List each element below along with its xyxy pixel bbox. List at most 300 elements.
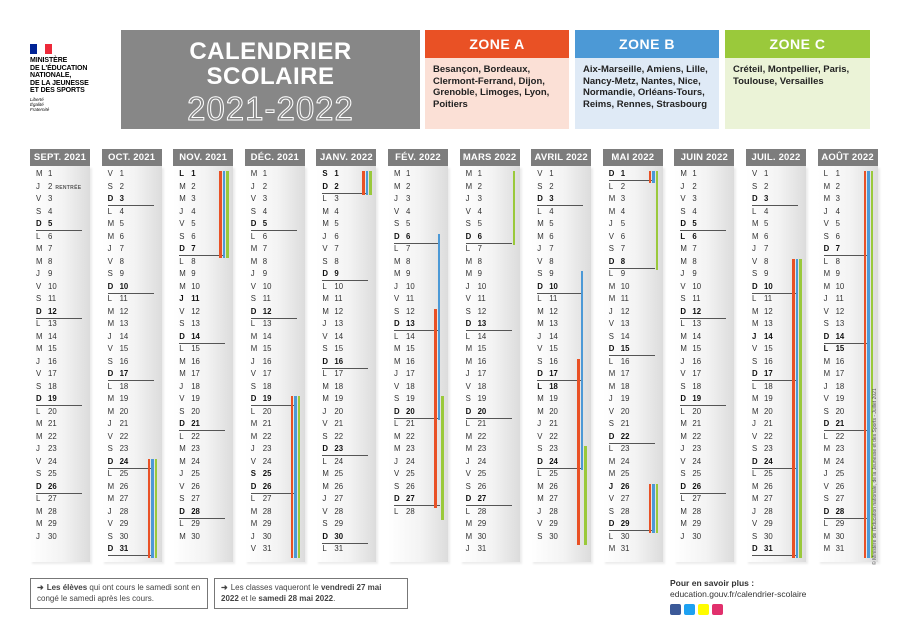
day-row: J 2 — [680, 181, 697, 191]
day-row: M 28 — [250, 506, 272, 516]
day-row: V 1 — [752, 169, 769, 178]
day-row: V 20 — [608, 406, 630, 416]
day-row: S 6 — [179, 231, 196, 241]
day-row: J 16 — [680, 356, 702, 366]
day-row: J 6 — [322, 231, 339, 241]
day-row: M 15 — [465, 344, 487, 353]
day-row: D 17 — [108, 368, 129, 381]
day-row: D 31 — [752, 543, 773, 556]
day-row: S 25 — [680, 469, 702, 478]
day-row: J 16 — [250, 356, 272, 366]
day-row: S 27 — [179, 494, 200, 503]
day-row: D 27 — [466, 493, 487, 506]
day-row: L 7 — [465, 244, 482, 253]
day-row: D 1 — [609, 168, 625, 181]
day-row: J 14 — [752, 331, 773, 341]
day-row: J 10 — [465, 281, 487, 291]
day-row: M 21 — [250, 419, 272, 428]
day-row: V 19 — [179, 394, 200, 403]
day-row: D 30 — [322, 531, 343, 544]
day-row: J 9 — [680, 269, 697, 278]
note2-mid: et le — [238, 594, 259, 603]
day-row: J 27 — [322, 494, 344, 503]
day-row: D 23 — [322, 443, 343, 456]
day-row: L 25 — [107, 469, 129, 478]
day-row: J 2 RENTRÉE — [36, 181, 82, 191]
day-row: J 25 — [823, 469, 845, 478]
day-row: J 23 — [36, 444, 57, 453]
day-row: M 6 — [107, 231, 124, 241]
day-row: S 16 — [107, 356, 129, 366]
day-row: M 7 — [680, 244, 697, 253]
day-row: L 10 — [322, 281, 344, 291]
day-row: D 12 — [680, 306, 701, 319]
day-row: M 29 — [36, 519, 57, 528]
flag-icon — [30, 44, 52, 54]
day-row: S 9 — [107, 269, 124, 278]
day-row: D 13 — [394, 318, 415, 331]
day-row: S 19 — [394, 394, 415, 403]
day-row: J 4 — [179, 206, 196, 216]
day-row: L 11 — [107, 294, 128, 303]
day-row: S 19 — [465, 394, 487, 403]
day-row: L 29 — [179, 519, 200, 528]
day-row: S 30 — [107, 531, 129, 541]
day-row: D 19 — [251, 393, 272, 406]
day-row: J 3 — [465, 194, 482, 203]
day-row: D 26 — [680, 481, 701, 494]
month-header: OCT. 2021 — [102, 149, 162, 166]
day-row: S 30 — [752, 531, 773, 541]
day-row: M 3 — [179, 194, 196, 203]
day-row: D 3 — [108, 193, 124, 206]
facebook-icon[interactable] — [670, 604, 681, 615]
ministry-logo — [30, 44, 110, 112]
day-row: V 25 — [394, 469, 415, 478]
day-row: S 11 — [250, 294, 271, 303]
month-body — [316, 166, 376, 562]
day-row: D 24 — [752, 456, 773, 469]
day-row: L 17 — [322, 369, 344, 378]
day-row: V 6 — [608, 231, 626, 241]
month-body — [30, 166, 90, 562]
day-row: J 21 — [107, 419, 129, 428]
saturday-note — [30, 578, 208, 609]
day-row: D 21 — [824, 418, 845, 431]
note2-text: Les classes vaqueront le — [230, 583, 321, 592]
zone-a-panel — [425, 30, 569, 129]
day-row: D 12 — [36, 306, 57, 319]
day-row: V 8 — [537, 256, 554, 266]
day-row: S 30 — [537, 531, 558, 541]
day-row: S 2 — [752, 181, 769, 191]
day-row: J 5 — [608, 219, 626, 228]
day-row: J 17 — [465, 369, 487, 378]
day-row: M 27 — [107, 494, 129, 503]
day-row: L 2 — [608, 181, 626, 191]
more-title: Pour en savoir plus : — [670, 578, 755, 588]
day-row: S 16 — [752, 356, 773, 366]
month-header: AOÛT 2022 — [818, 149, 878, 166]
day-row: D 29 — [609, 518, 630, 531]
instagram-icon[interactable] — [712, 604, 723, 615]
day-row: J 23 — [250, 444, 272, 453]
day-row: D 21 — [179, 418, 200, 431]
holiday-bar-zone-b — [223, 171, 226, 258]
zone-b-title: ZONE B — [575, 30, 719, 58]
day-row: L 22 — [823, 431, 845, 441]
day-row: D 3 — [752, 193, 768, 206]
day-row: V 17 — [250, 369, 272, 378]
month-column — [316, 149, 376, 564]
day-row: D 7 — [824, 243, 840, 256]
day-row: V 31 — [250, 544, 272, 553]
holiday-bar-zone-c — [799, 259, 802, 558]
month-column — [30, 149, 90, 564]
day-row: V 10 — [680, 281, 702, 291]
ministry-name: MINISTÈRE DE L'ÉDUCATION NATIONALE, DE LA JEUNESSE ET DES SPORTS — [30, 57, 89, 94]
day-row: M 12 — [537, 306, 558, 316]
note2-date1: vendredi 27 mai 2022 — [221, 583, 382, 603]
month-header: NOV. 2021 — [173, 149, 233, 166]
day-row: M 30 — [465, 531, 487, 541]
day-row: D 12 — [251, 306, 272, 319]
snapchat-icon[interactable] — [698, 604, 709, 615]
day-row: D 10 — [752, 281, 773, 294]
day-row: M 17 — [823, 369, 845, 378]
note2-date2: samedi 28 mai 2022 — [258, 594, 334, 603]
day-row: V 7 — [322, 244, 339, 253]
day-row: L 22 — [179, 431, 200, 441]
day-row: D 27 — [394, 493, 415, 506]
day-row: J 13 — [322, 319, 344, 328]
day-row: M 2 — [823, 181, 840, 191]
day-row: S 4 — [680, 206, 697, 216]
day-row: S 12 — [465, 306, 487, 316]
day-row: S 6 — [823, 231, 840, 241]
day-row: L 9 — [608, 269, 626, 278]
month-header: SEPT. 2021 — [30, 149, 90, 166]
day-row: M 21 — [36, 419, 57, 428]
day-row: M 8 — [465, 256, 482, 266]
day-row: S 11 — [36, 294, 57, 303]
day-row: L 4 — [752, 206, 769, 216]
day-row: S 25 — [250, 469, 272, 478]
day-row: L 20 — [250, 406, 272, 416]
day-row: D 22 — [609, 431, 630, 444]
day-row: M 24 — [608, 456, 630, 466]
day-row: V 1 — [537, 169, 554, 178]
day-row: S 18 — [250, 381, 272, 391]
day-row: L 4 — [537, 206, 554, 216]
republic-motto: Liberté Égalité Fraternité — [30, 96, 50, 112]
day-row: S 5 — [394, 219, 411, 228]
zone-b-panel — [575, 30, 719, 129]
day-row: M 5 — [322, 219, 339, 228]
day-row: M 31 — [608, 544, 630, 553]
day-row: S 18 — [680, 381, 702, 391]
zone-a-cities: Besançon, Bordeaux, Clermont-Ferrand, Dijon, Grenoble, Limoges, Lyon, Poitiers — [425, 58, 569, 129]
holiday-bar-zone-b — [652, 484, 655, 533]
day-row: L 27 — [36, 494, 57, 503]
day-row: D 19 — [36, 393, 57, 406]
day-row: V 22 — [537, 431, 558, 441]
day-row: M 14 — [680, 331, 702, 341]
day-row: S 16 — [537, 356, 558, 366]
day-row: M 17 — [608, 369, 630, 378]
day-row: V 4 — [394, 206, 411, 216]
day-row: S 22 — [322, 431, 344, 441]
day-row: S 4 — [36, 206, 53, 216]
day-row: L 28 — [465, 506, 487, 516]
month-header: FÉV. 2022 — [388, 149, 448, 166]
day-row: L 15 — [823, 344, 845, 353]
holiday-bar-zone-a — [148, 459, 151, 558]
day-row: J 11 — [823, 294, 844, 303]
day-row: M 9 — [394, 269, 411, 278]
holiday-bar-zone-c — [656, 484, 659, 533]
day-row: M 24 — [179, 456, 200, 466]
rentree-label: RENTRÉE — [55, 184, 82, 191]
day-row: L 8 — [179, 256, 196, 266]
holiday-bar-zone-c — [298, 396, 301, 558]
day-row: M 19 — [107, 394, 129, 403]
holiday-bar-zone-a — [649, 484, 652, 533]
day-row: M 29 — [680, 519, 702, 528]
day-row: L 18 — [107, 381, 129, 391]
arrow-icon: ➜ — [221, 583, 228, 592]
day-row: M 15 — [394, 344, 415, 353]
day-row: L 11 — [537, 294, 558, 303]
day-row: M 31 — [823, 544, 845, 553]
day-row: J 25 — [179, 469, 200, 478]
day-row: D 28 — [179, 506, 200, 519]
holiday-bar-zone-b — [366, 171, 369, 195]
day-row: M 25 — [608, 469, 630, 478]
month-header: JUIL. 2022 — [746, 149, 806, 166]
day-row: D 26 — [251, 481, 272, 494]
zone-c-title: ZONE C — [725, 30, 870, 58]
day-row: J 30 — [680, 531, 702, 541]
holiday-bar-zone-c — [226, 171, 229, 258]
twitter-icon[interactable] — [684, 604, 695, 615]
day-row: J 31 — [465, 544, 487, 553]
day-row: M 1 — [394, 169, 411, 178]
month-header: JANV. 2022 — [316, 149, 376, 166]
month-body — [674, 166, 734, 562]
day-row: L 13 — [680, 319, 702, 328]
day-row: L 20 — [680, 406, 702, 416]
day-row: M 3 — [823, 194, 840, 203]
zone-c-panel — [725, 30, 870, 129]
holiday-bar-zone-c — [369, 171, 372, 195]
month-column — [460, 149, 520, 564]
day-row: V 3 — [36, 194, 53, 203]
day-row: J 30 — [36, 531, 57, 541]
day-row: S 12 — [394, 306, 415, 316]
day-row: V 4 — [465, 206, 482, 216]
day-row: L 7 — [394, 244, 411, 253]
day-row: M 20 — [537, 406, 558, 416]
day-row: S 5 — [465, 219, 482, 228]
day-row: L 23 — [608, 444, 630, 453]
day-row: J 23 — [680, 444, 702, 453]
day-row: V 22 — [752, 431, 773, 441]
day-row: S 11 — [680, 294, 701, 303]
social-links — [670, 604, 806, 615]
day-row: V 25 — [465, 469, 487, 478]
month-header: MAI 2022 — [603, 149, 663, 166]
day-row: J 24 — [465, 456, 487, 466]
day-row: M 2 — [465, 181, 482, 191]
day-row: S 15 — [322, 344, 344, 353]
day-row: S 9 — [537, 269, 554, 278]
day-row: S 23 — [107, 444, 129, 453]
day-row: L 25 — [752, 469, 773, 478]
day-row: D 24 — [108, 456, 129, 469]
day-row: J 20 — [322, 406, 344, 416]
day-row: S 2 — [107, 181, 124, 191]
day-row: V 27 — [608, 494, 630, 503]
day-row: V 26 — [823, 481, 845, 491]
day-row: J 28 — [107, 506, 129, 516]
day-row: M 5 — [537, 219, 554, 228]
day-row: J 26 — [608, 481, 630, 491]
day-row: M 22 — [680, 431, 702, 441]
day-row: J 14 — [537, 331, 558, 341]
day-row: M 6 — [752, 231, 769, 241]
month-header: MARS 2022 — [460, 149, 520, 166]
day-row: M 12 — [322, 306, 344, 316]
day-row: V 8 — [752, 256, 769, 266]
day-row: M 24 — [823, 456, 845, 466]
holiday-bar-zone-a — [649, 171, 652, 183]
holiday-bar-zone-b — [796, 259, 799, 558]
day-row: M 13 — [537, 319, 558, 328]
day-row: L 1 — [823, 169, 840, 178]
day-row: D 7 — [179, 243, 195, 256]
holiday-bar-zone-c — [584, 446, 587, 545]
day-row: J 7 — [107, 244, 124, 253]
day-row: M 12 — [752, 306, 773, 316]
day-row: V 28 — [322, 506, 344, 516]
day-row: L 27 — [250, 494, 272, 503]
day-row: M 7 — [250, 244, 268, 253]
day-row: L 6 — [250, 231, 268, 241]
day-row: M 30 — [179, 531, 200, 541]
day-row: M 8 — [680, 256, 697, 266]
day-row: S 7 — [608, 244, 626, 253]
day-row: D 5 — [36, 218, 52, 231]
day-row: J 7 — [537, 244, 554, 253]
day-row: L 13 — [250, 319, 272, 328]
day-row: D 31 — [108, 543, 129, 556]
day-row: S 20 — [179, 406, 200, 416]
day-row: S 18 — [36, 381, 57, 391]
day-row: J 21 — [752, 419, 773, 428]
bridge-note — [214, 578, 408, 609]
day-row: M 28 — [36, 506, 57, 516]
day-row: J 19 — [608, 394, 630, 403]
day-row: M 29 — [465, 519, 487, 528]
day-row: J 16 — [36, 356, 57, 366]
day-row: M 23 — [465, 444, 487, 453]
day-row: M 17 — [179, 369, 200, 378]
day-row: D 26 — [36, 481, 57, 494]
day-row: L 20 — [36, 406, 57, 416]
day-row: M 4 — [608, 206, 626, 216]
day-row: L 21 — [465, 419, 487, 428]
day-row: M 27 — [537, 494, 558, 503]
day-row: M 23 — [394, 444, 415, 453]
day-row: S 20 — [823, 406, 845, 416]
day-row: J 9 — [36, 269, 53, 278]
day-row: M 26 — [752, 481, 773, 491]
day-row: M 8 — [394, 256, 411, 266]
day-row: L 16 — [608, 356, 630, 366]
day-row: M 16 — [823, 356, 845, 366]
day-row: V 17 — [36, 369, 57, 378]
day-row: M 1 — [250, 169, 268, 178]
day-row: S 2 — [537, 181, 554, 191]
holiday-bar-zone-c — [155, 459, 158, 558]
day-row: L 6 — [36, 231, 53, 241]
day-row: V 14 — [322, 331, 344, 341]
day-row: L 21 — [394, 419, 415, 428]
holiday-bar-zone-a — [792, 259, 795, 558]
day-row: M 3 — [608, 194, 626, 203]
day-row: S 28 — [608, 506, 630, 516]
day-row: J 18 — [179, 381, 200, 391]
holiday-bar-zone-a — [434, 309, 437, 508]
day-row: M 22 — [394, 431, 415, 441]
day-row: J 2 — [250, 181, 268, 191]
day-row: M 10 — [608, 281, 630, 291]
day-row: M 11 — [322, 294, 343, 303]
day-row: M 18 — [322, 381, 344, 391]
day-row: M 19 — [322, 394, 344, 403]
day-row: M 26 — [537, 481, 558, 491]
day-row: M 15 — [36, 344, 57, 353]
day-row: D 3 — [537, 193, 553, 206]
holiday-bar-zone-b — [151, 459, 154, 558]
day-row: L 25 — [537, 469, 558, 478]
day-row: V 3 — [680, 194, 697, 203]
more-link[interactable]: education.gouv.fr/calendrier-scolaire — [670, 589, 807, 599]
day-row: V 5 — [823, 219, 840, 228]
day-row: V 13 — [608, 319, 630, 328]
day-row: D 14 — [824, 331, 845, 344]
school-year: 2021-2022 — [187, 90, 354, 127]
day-row: M 19 — [752, 394, 773, 403]
day-row: V 15 — [752, 344, 773, 353]
month-body — [460, 166, 520, 562]
day-row: S 4 — [250, 206, 268, 216]
day-row: M 13 — [107, 319, 129, 328]
day-row: M 21 — [680, 419, 702, 428]
day-row: M 4 — [322, 206, 339, 216]
day-row: J 12 — [608, 306, 630, 316]
day-row: V 29 — [537, 519, 558, 528]
day-row: V 24 — [250, 456, 272, 466]
day-row: J 28 — [752, 506, 773, 516]
day-row: L 11 — [752, 294, 773, 303]
day-row: L 6 — [680, 231, 697, 241]
month-header: DÉC. 2021 — [245, 149, 305, 166]
day-row: M 30 — [823, 531, 845, 541]
day-row: M 13 — [752, 319, 773, 328]
day-row: V 29 — [107, 519, 129, 528]
